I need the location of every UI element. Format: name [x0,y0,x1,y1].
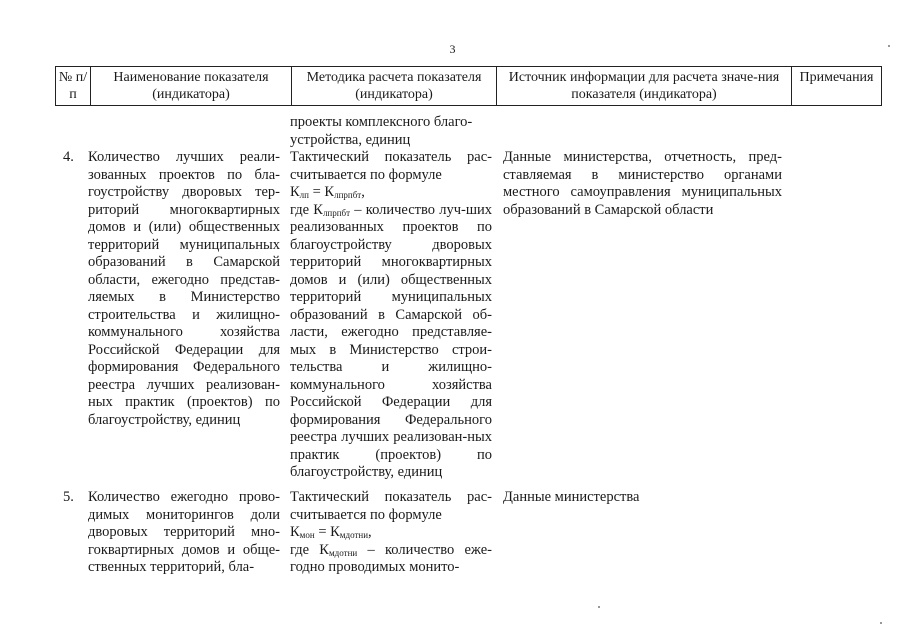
row-4-method [290,149,492,482]
row-5-formula: $К_{мон} = К_{мдотни}$, [290,524,372,540]
scan-speck [598,606,600,608]
row-4-formula-definition: где $К_{лпрпбт}$ – количество луч-ших реализованных проектов по благоустройству дворовых территорий многоквартирных домов и (или) общественных территорий муниципальных образований в Самарской об-ласти, ежегодно представляе-мых в Министерство строи-тельства и жилищно-коммунального хозяйства Российской Федерации для формирования Федерального реестра лучших реализован-ных практик (проектов) по благоустройству, единиц [290,201,492,480]
header-method: Методика расчета показателя (индикатора) [292,67,497,105]
row-4-method-intro: Тактический показатель рас-считывается по формуле [290,149,492,183]
row-4-formula: $К_{лп} = К_{лпрпбт}$, [290,184,365,200]
scan-speck [888,45,890,47]
header-indicator-name: Наименование показателя (индикатора) [91,67,292,105]
row-5-method-intro: Тактический показатель рас-считывается по формуле [290,489,492,523]
row-5-indicator-name: Количество ежегодно прово-димых мониторингов доли дворовых территорий мно-гоквартирных домов и обще-ственных территорий, бла- [88,489,280,575]
scan-speck [880,622,882,624]
row-4-indicator-name: Количество лучших реали-зованных проектов по бла-гоустройству дворовых тер-риторий многоквартирных домов и (или) общественных территорий муниципальных образований в Самарской области, ежегодно представ-ляемых в Министерство строительства и жилищно-коммунального хозяйства Российской Федерации для формирования Федерального реестра лучших реализован-ных практик (проектов) по благоустройству, единиц [88,149,280,428]
table-header [55,66,882,106]
row-5-method [290,489,492,577]
row-4-number: 4. [63,149,74,165]
method-carryover: проекты комплексного благо- устройства, единиц [290,114,473,148]
row-5-number: 5. [63,489,74,505]
row-5-source: Данные министерства [503,489,640,505]
row-4-source: Данные министерства, отчетность, пред-ставляемая в министерство органами местного самоуправления муниципальных образований в Самарской области [503,149,782,218]
header-number: № п/п [56,67,91,105]
row-5-formula-definition: где $К_{мдотни}$ – количество еже-годно проводимых монито- [290,541,493,575]
header-source: Источник информации для расчета значе-ния показателя (индикатора) [497,67,792,105]
header-notes: Примечания [799,70,874,85]
page-number: 3 [449,42,456,56]
